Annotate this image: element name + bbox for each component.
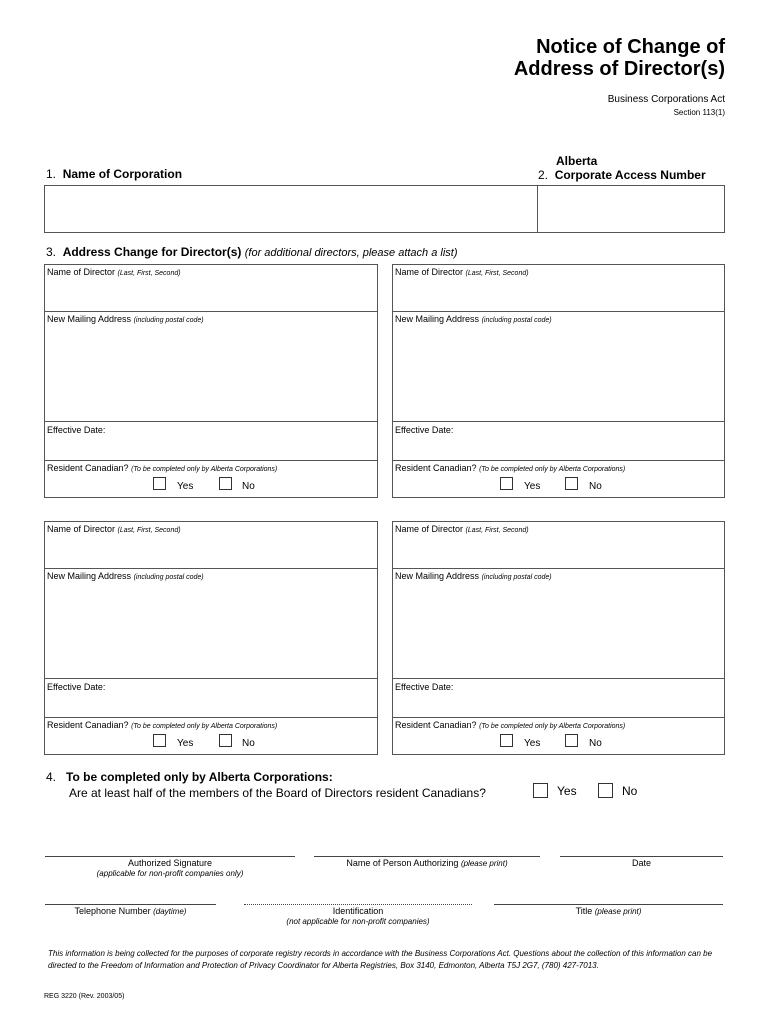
privacy-notice: This information is being collected for the purposes of corporate registry records in accordance with the Business Corporations Act. Questions about the collection of this information can be directed to the Freedom of Information and Protection of Privacy Coordinator for Alberta Registries, Box 3140, Edmonton, Alberta T5J 2G7, (780) 427-7013. [48, 949, 713, 970]
resident-yes-checkbox[interactable] [500, 477, 513, 490]
date-line[interactable] [560, 856, 723, 857]
q1-label [46, 167, 182, 181]
effective-date-label: Effective Date: [395, 425, 454, 435]
effective-date-label: Effective Date: [47, 682, 106, 692]
resident-no-checkbox[interactable] [219, 734, 232, 747]
director-name-field[interactable] [45, 265, 377, 311]
mailing-address-label: New Mailing Address (including postal code) [395, 571, 552, 581]
q4-yes-checkbox[interactable] [533, 783, 548, 798]
resident-no-checkbox[interactable] [565, 477, 578, 490]
q2-text: Corporate Access Number [554, 168, 706, 182]
director-name-label: Name of Director (Last, First, Second) [47, 267, 181, 277]
q4-question: Are at least half of the members of the Board of Directors resident Canadians? [69, 786, 486, 800]
resident-yes-label: Yes [177, 738, 194, 749]
q1-text: Name of Corporation [62, 167, 183, 181]
mailing-address-label: New Mailing Address (including postal code) [395, 314, 552, 324]
q3-note: (for additional directors, please attach a list) [244, 247, 458, 259]
resident-no-label: No [589, 738, 602, 749]
telephone-line[interactable] [45, 904, 216, 905]
director-name-field[interactable] [45, 522, 377, 568]
q4-label [46, 770, 333, 784]
mailing-address-field[interactable] [45, 569, 377, 678]
person-authorizing-label: Name of Person Authorizing (please print) [346, 858, 508, 868]
director-box-2 [392, 264, 725, 498]
q3-label [46, 245, 458, 259]
director-box-4 [392, 521, 725, 755]
mailing-address-field[interactable] [393, 569, 724, 678]
resident-yes-checkbox[interactable] [500, 734, 513, 747]
mailing-address-label: New Mailing Address (including postal code) [47, 314, 204, 324]
director-name-label: Name of Director (Last, First, Second) [47, 524, 181, 534]
identification-line[interactable] [244, 904, 472, 905]
q3-text: Address Change for Director(s) [62, 245, 242, 259]
form-title-line2: Address of Director(s) [513, 58, 725, 80]
resident-yes-label: Yes [177, 481, 194, 492]
director-name-field[interactable] [393, 522, 724, 568]
date-label: Date [631, 858, 651, 868]
director-box-1 [44, 264, 378, 498]
effective-date-field[interactable] [45, 422, 377, 460]
effective-date-label: Effective Date: [47, 425, 106, 435]
director-name-field[interactable] [393, 265, 724, 311]
q4-yes-label: Yes [557, 784, 577, 798]
q4-number: 4. [46, 770, 57, 784]
title-label: Title (please print) [575, 906, 642, 916]
title-line[interactable] [494, 904, 723, 905]
q2-number: 2. [538, 168, 549, 182]
corporation-name-field[interactable] [45, 186, 537, 232]
corporation-info-box [44, 185, 725, 233]
resident-no-label: No [589, 481, 602, 492]
resident-yes-checkbox[interactable] [153, 734, 166, 747]
mailing-address-field[interactable] [393, 312, 724, 421]
resident-no-label: No [242, 481, 255, 492]
resident-canadian-label: Resident Canadian? (To be completed only by Alberta Corporations) [395, 720, 626, 730]
resident-no-checkbox[interactable] [565, 734, 578, 747]
divider [45, 717, 377, 718]
form-title-line1: Notice of Change of [536, 36, 725, 58]
resident-yes-label: Yes [524, 481, 541, 492]
effective-date-field[interactable] [393, 422, 724, 460]
section-reference: Section 113(1) [673, 108, 725, 117]
form-title [514, 36, 725, 80]
mailing-address-label: New Mailing Address (including postal code) [47, 571, 204, 581]
director-name-label: Name of Director (Last, First, Second) [395, 524, 529, 534]
divider [393, 460, 724, 461]
form-number: REG 3220 (Rev. 2003/05) [44, 993, 125, 1000]
q4-no-label: No [622, 784, 638, 798]
identification-label: Identification (not applicable for non-profit companies) [286, 906, 430, 926]
resident-yes-label: Yes [524, 738, 541, 749]
corporate-access-number-field[interactable] [538, 186, 724, 232]
resident-yes-checkbox[interactable] [153, 477, 166, 490]
authorized-signature-line[interactable] [45, 856, 295, 857]
effective-date-label: Effective Date: [395, 682, 454, 692]
telephone-label: Telephone Number (daytime) [74, 906, 187, 916]
divider [45, 460, 377, 461]
resident-no-checkbox[interactable] [219, 477, 232, 490]
resident-canadian-label: Resident Canadian? (To be completed only by Alberta Corporations) [395, 463, 626, 473]
q4-text: To be completed only by Alberta Corporations: [66, 770, 333, 784]
person-authorizing-line[interactable] [314, 856, 540, 857]
director-box-3 [44, 521, 378, 755]
resident-canadian-label: Resident Canadian? (To be completed only by Alberta Corporations) [47, 463, 278, 473]
q2-label [538, 168, 706, 182]
q1-number: 1. [46, 167, 57, 181]
q2-province-text: Alberta [556, 154, 598, 168]
director-name-label: Name of Director (Last, First, Second) [395, 267, 529, 277]
mailing-address-field[interactable] [45, 312, 377, 421]
divider [393, 717, 724, 718]
q3-number: 3. [46, 245, 57, 259]
resident-no-label: No [242, 738, 255, 749]
q2-province [556, 154, 597, 168]
effective-date-field[interactable] [45, 679, 377, 717]
act-name: Business Corporations Act [607, 94, 725, 105]
authorized-signature-label: Authorized Signature (applicable for non-profit companies only) [96, 858, 244, 878]
q4-no-checkbox[interactable] [598, 783, 613, 798]
resident-canadian-label: Resident Canadian? (To be completed only by Alberta Corporations) [47, 720, 278, 730]
effective-date-field[interactable] [393, 679, 724, 717]
